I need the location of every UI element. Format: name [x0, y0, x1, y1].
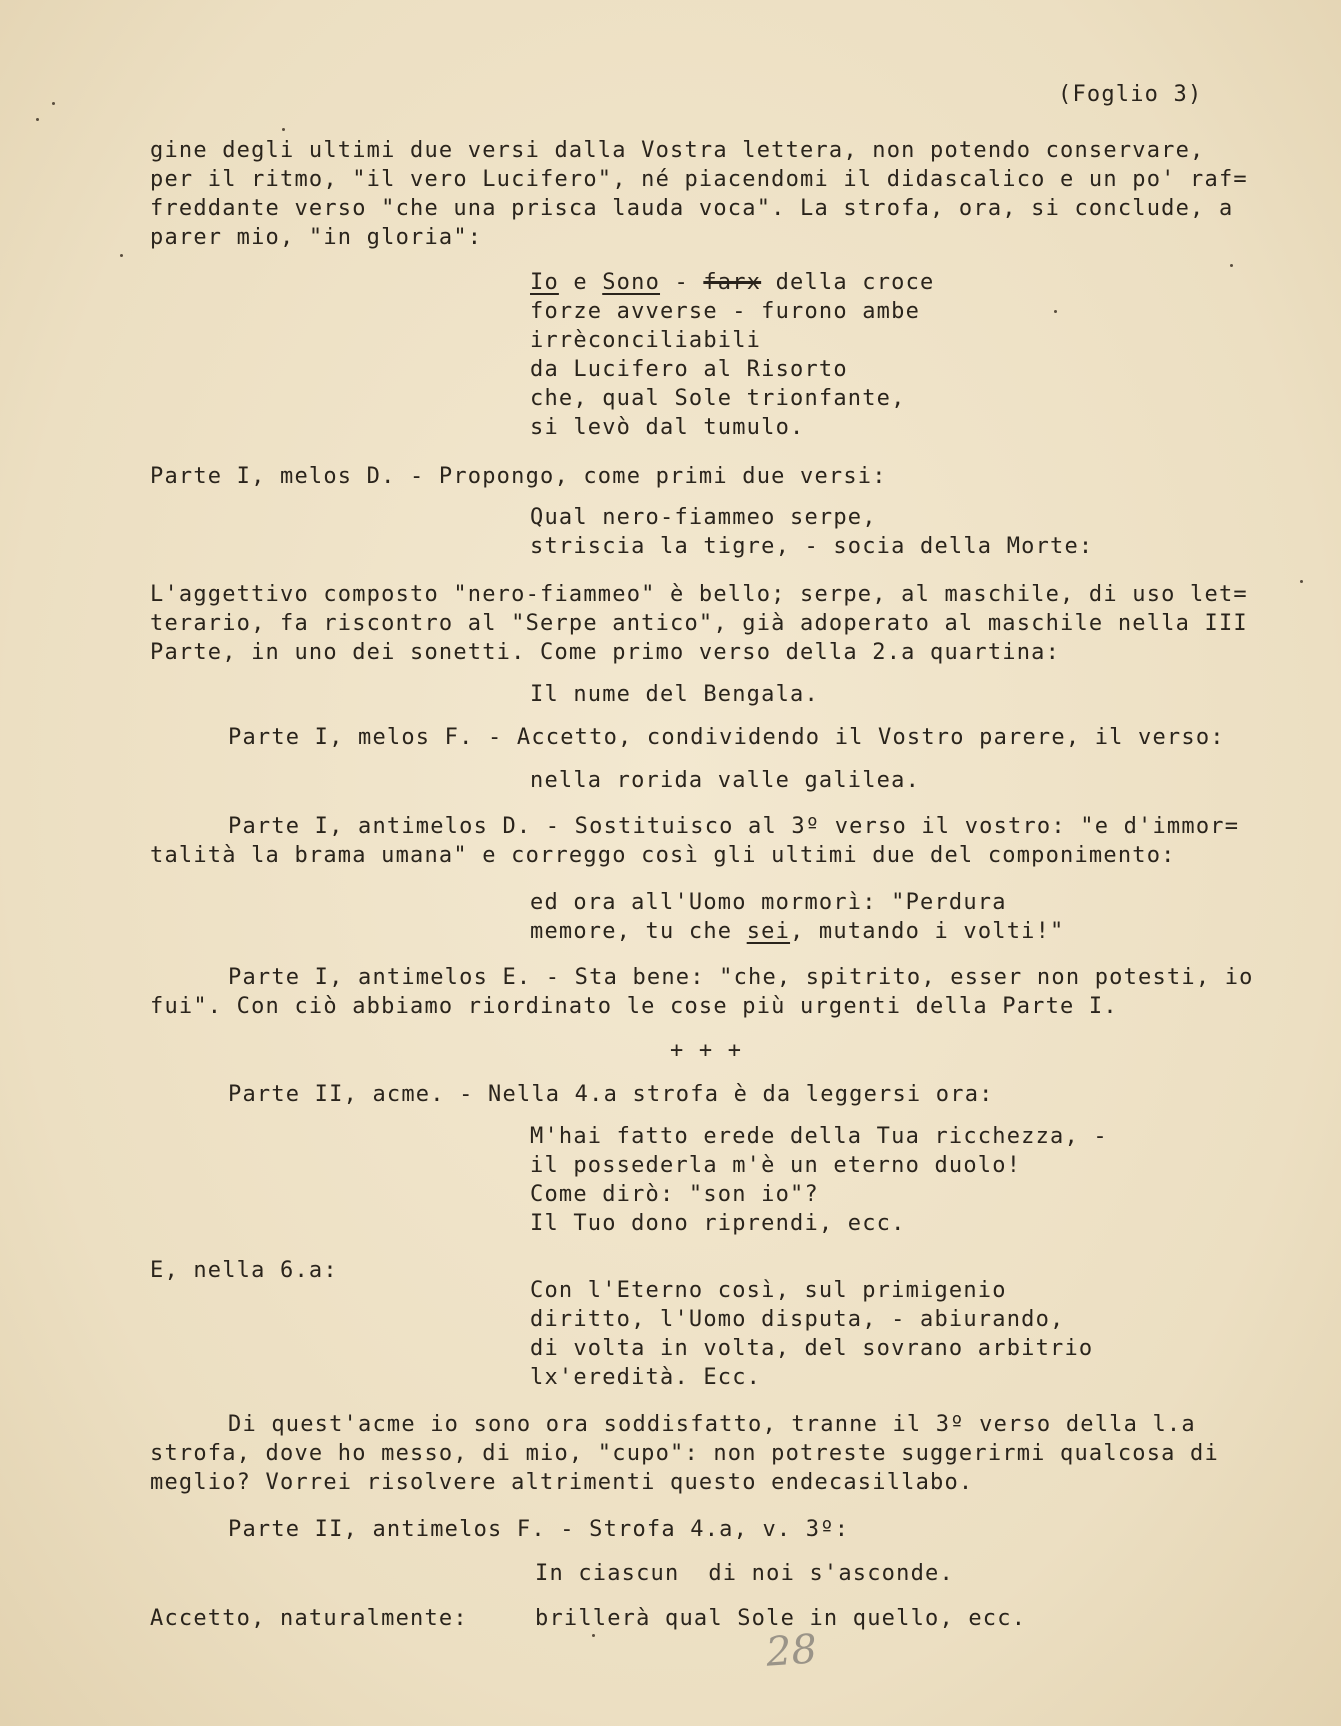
- verse-line: il possederla m'è un eterno duolo!: [530, 1153, 1022, 1178]
- text-line: Parte I, antimelos E. - Sta bene: "che, spitrito, esser non potesti, io: [228, 965, 1254, 990]
- verse-line: irrèconciliabili: [530, 328, 762, 353]
- text-line: Parte I, antimelos D. - Sostituisco al 3º verso il vostro: "e d'immor=: [228, 814, 1240, 839]
- text-line: L'aggettivo composto "nero-fiammeo" è bello; serpe, al maschile, di uso let=: [150, 582, 1248, 607]
- handwritten-folio-number: 28: [764, 1626, 819, 1676]
- verse-line: In ciascun di noi s'asconde.: [535, 1561, 954, 1586]
- struck-word: farx: [703, 270, 762, 295]
- paper-speck: [36, 118, 39, 121]
- text-line: Di quest'acme io sono ora soddisfatto, tranne il 3º verso della l.a: [228, 1412, 1196, 1437]
- text-line: freddante verso "che una prisca lauda voca". La strofa, ora, si conclude, a: [150, 196, 1234, 221]
- paper-speck: [1230, 264, 1233, 267]
- verse-line: Qual nero-fiammeo serpe,: [530, 505, 877, 530]
- underlined-word: Sono: [602, 270, 661, 295]
- verse-line: diritto, l'Uomo disputa, - abiurando,: [530, 1307, 1065, 1332]
- text-line: Parte, in uno dei sonetti. Come primo verso della 2.a quartina:: [150, 640, 1061, 665]
- verse-line: Come dirò: "son io"?: [530, 1182, 819, 1207]
- verse-line: si levò dal tumulo.: [530, 415, 805, 440]
- inline-label: Accetto, naturalmente:: [150, 1606, 468, 1631]
- text-line: strofa, dove ho messo, di mio, "cupo": non potreste suggerirmi qualcosa di: [150, 1441, 1219, 1466]
- text-line: meglio? Vorrei risolvere altrimenti questo endecasillabo.: [150, 1470, 974, 1495]
- text-line: talità la brama umana" e correggo così gli ultimi due del componimento:: [150, 843, 1176, 868]
- verse-line: Il Tuo dono riprendi, ecc.: [530, 1211, 906, 1236]
- text-line: parer mio, "in gloria":: [150, 225, 483, 250]
- inline-label: E, nella 6.a:: [150, 1258, 338, 1283]
- paper-speck: [592, 1634, 595, 1637]
- paper-speck: [52, 102, 55, 105]
- verse-line: nella rorida valle galilea.: [530, 768, 921, 793]
- paper-speck: [1300, 580, 1303, 583]
- paper-speck: [282, 128, 285, 131]
- underlined-word: sei: [746, 919, 791, 944]
- verse-line: che, qual Sole trionfante,: [530, 386, 906, 411]
- paper-speck: [1054, 310, 1057, 313]
- section-heading: Parte II, acme. - Nella 4.a strofa è da leggersi ora:: [228, 1082, 994, 1107]
- sheet-header: (Foglio 3): [1058, 82, 1203, 107]
- verse-line: ed ora all'Uomo mormorì: "Perdura: [530, 890, 1007, 915]
- section-separator: + + +: [670, 1038, 743, 1063]
- text-line: per il ritmo, "il vero Lucifero", né piacendomi il didascalico e un po' raf=: [150, 167, 1248, 192]
- verse-line: di volta in volta, del sovrano arbitrio: [530, 1336, 1094, 1361]
- underlined-word: Io: [530, 270, 559, 295]
- text-line: terario, fa riscontro al "Serpe antico", già adoperato al maschile nella III: [150, 611, 1248, 636]
- paper-speck: [120, 254, 123, 257]
- verse-line: memore, tu che sei, mutando i volti!": [530, 919, 1065, 944]
- text-line: gine degli ultimi due versi dalla Vostra lettera, non potendo conservare,: [150, 138, 1205, 163]
- verse-line: Io e Sono - farx della croce: [530, 270, 935, 295]
- text-line: fui". Con ciò abbiamo riordinato le cose più urgenti della Parte I.: [150, 994, 1118, 1019]
- verse-line: Con l'Eterno così, sul primigenio: [530, 1278, 1007, 1303]
- verse-line: lx'eredità. Ecc.: [530, 1365, 762, 1390]
- verse-line: brillerà qual Sole in quello, ecc.: [535, 1606, 1027, 1631]
- verse-line: forze avverse - furono ambe: [530, 299, 921, 324]
- section-heading: Parte I, melos D. - Propongo, come primi due versi:: [150, 464, 887, 489]
- section-heading: Parte II, antimelos F. - Strofa 4.a, v. 3º:: [228, 1517, 850, 1542]
- verse-line: da Lucifero al Risorto: [530, 357, 848, 382]
- verse-line: M'hai fatto erede della Tua ricchezza, -: [530, 1124, 1108, 1149]
- verse-line: Il nume del Bengala.: [530, 682, 819, 707]
- section-heading: Parte I, melos F. - Accetto, condividendo il Vostro parere, il verso:: [228, 725, 1225, 750]
- verse-line: striscia la tigre, - socia della Morte:: [530, 534, 1094, 559]
